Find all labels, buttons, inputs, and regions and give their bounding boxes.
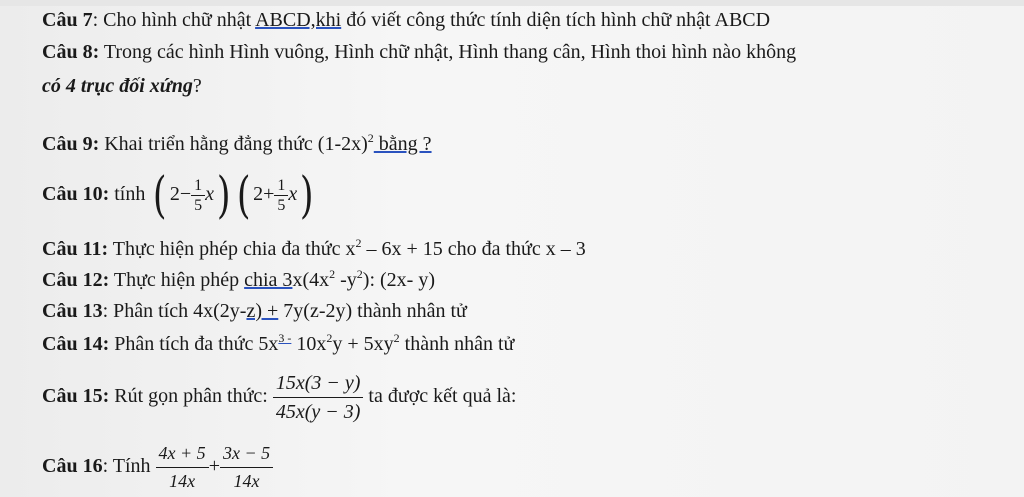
- question-7: Câu 7: Cho hình chữ nhật ABCD,khi đó viết công thức tính diện tích hình chữ nhật ABCD: [42, 9, 771, 31]
- question-13: Câu 13: Phân tích 4x(2y-z) + 7y(z-2y) thành nhân tử: [42, 300, 467, 322]
- left-paren: (: [153, 166, 167, 225]
- left-paren-2: (: [236, 166, 251, 225]
- fraction-q15: $\frac{15x(3 - y)}{45x(y - 3)}$: [273, 369, 364, 426]
- question-12: Câu 12: Thực hiện phép chia $3x(4x^2$ $-y^2$): (2x- y): [42, 267, 435, 291]
- question-15: Câu 15: Rút gọn phân thức: $\frac{15x(3 - y)}{45x(y - 3)}$ ta được kết quả là:: [42, 364, 516, 428]
- question-11: Câu 11: Thực hiện phép chia đa thức $x^2 - 6x + 15$ cho đa thức x – 3: [42, 236, 586, 260]
- question-8-line-2: có 4 trục đối xứng?: [42, 75, 202, 97]
- question-8: Câu 8: Trong các hình Hình vuông, Hình chữ nhật, Hình thang cân, Hình thoi hình nào không: [42, 41, 797, 63]
- question-14: Câu 14: Phân tích đa thức $5x^{3 -}$ $10x^2y + 5xy^2$ thành nhân tử: [42, 331, 515, 355]
- fraction-q16-a: $\frac{4x + 5}{14x}$: [156, 440, 209, 495]
- question-9: Câu 9: Khai triển hằng đẳng thức $(1-2x)^2$ bằng ?: [42, 131, 432, 155]
- question-10: Câu 10: tính ( 2− $\frac{1}{5}$ x) ( 2+ $\frac{1}{5}$ x): [42, 166, 314, 225]
- question-16: Câu 16: Tính $\frac{4x + 5}{14x}$ + $\frac{3x - 5}{14x}$: [42, 436, 273, 496]
- right-paren-2: ): [300, 166, 314, 225]
- top-toolbar-strip: [0, 0, 1024, 6]
- right-paren: ): [216, 166, 231, 225]
- fraction-one-fifth: $\frac{1}{5}$: [191, 176, 205, 215]
- fraction-q16-b: $\frac{3x - 5}{14x}$: [220, 440, 273, 495]
- fraction-one-fifth-2: $\frac{1}{5}$: [274, 176, 288, 215]
